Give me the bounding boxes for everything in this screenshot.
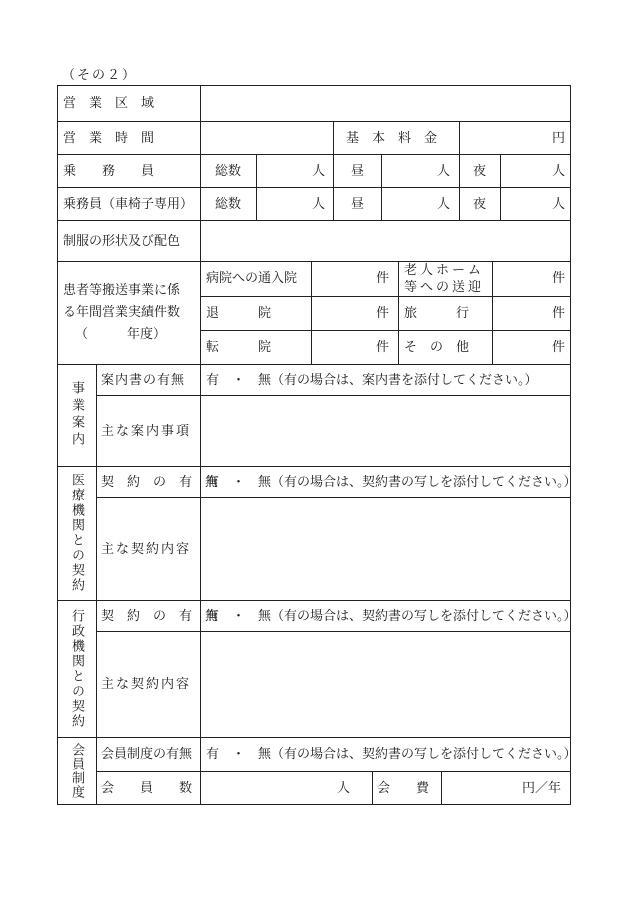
row-divider [96, 395, 571, 396]
unit-count: 件 [376, 306, 390, 321]
unit-person: 人 [312, 197, 326, 212]
value-gov-has-contract: 有 ・ 無（有の場合は、契約書の写しを添付してください。） [206, 609, 577, 624]
label-elderly-home-line1: 老人ホーム [404, 263, 485, 278]
label-crew: 乗 務 員 [63, 164, 155, 179]
label-hospital-visit: 病院への通入院 [206, 271, 298, 286]
unit-person: 人 [437, 164, 451, 179]
column-divider [459, 154, 460, 220]
label-uniform: 制服の形状及び配色 [63, 234, 181, 249]
section-gov-contract: 行政機関との契約 [69, 608, 84, 729]
column-divider [441, 771, 442, 805]
unit-person: 人 [437, 197, 451, 212]
row-divider [57, 220, 571, 221]
row-divider [57, 600, 571, 601]
label-elderly-home-line2: 等への送迎 [404, 280, 485, 295]
label-other: そ の 他 [404, 340, 470, 355]
form-heading: （その２） [62, 68, 138, 83]
unit-count: 件 [552, 271, 566, 286]
row-divider [57, 154, 571, 155]
row-divider [96, 631, 571, 632]
unit-count: 件 [552, 340, 566, 355]
section-medical-contract: 医療機関との契約 [69, 473, 84, 593]
label-medical-main-contents: 主な契約内容 [101, 542, 192, 557]
row-divider [57, 466, 571, 467]
label-night: 夜 [473, 197, 487, 212]
label-membership-has-system: 会員制度の有無 [101, 747, 193, 762]
column-divider [398, 261, 399, 364]
value-membership-has-system: 有 ・ 無（有の場合は、契約書の写しを添付してください。） [206, 747, 577, 762]
column-divider [256, 154, 257, 220]
row-divider [96, 771, 571, 772]
column-divider [96, 364, 97, 805]
column-divider [333, 154, 334, 220]
label-has-brochure: 案内書の有無 [101, 373, 186, 388]
unit-count: 件 [552, 306, 566, 321]
label-total: 総数 [215, 197, 242, 212]
column-divider [311, 261, 312, 364]
label-travel: 旅 行 [404, 306, 470, 321]
unit-person: 人 [337, 781, 351, 796]
row-divider [57, 187, 571, 188]
value-medical-has-contract: 有 ・ 無（有の場合は、契約書の写しを添付してください。） [206, 475, 577, 490]
column-divider [381, 154, 382, 220]
label-day: 昼 [351, 164, 365, 179]
unit-yen: 円 [552, 131, 566, 146]
row-divider [200, 330, 571, 331]
section-business-guide: 事業案内 [69, 381, 84, 449]
label-business-area: 営 業 区 域 [63, 96, 155, 111]
unit-count: 件 [376, 340, 390, 355]
label-gov-main-contents: 主な契約内容 [101, 677, 192, 692]
column-divider [500, 154, 501, 220]
label-business-hours: 営 業 時 間 [63, 131, 155, 146]
label-day: 昼 [351, 197, 365, 212]
label-gov-has-contract: 契 約 の 有 無 [101, 609, 219, 624]
label-medical-has-contract: 契 約 の 有 無 [101, 475, 219, 490]
column-divider [459, 121, 460, 154]
label-crew-wheelchair: 乗務員（車椅子専用） [63, 197, 194, 212]
label-main-guide-items: 主な案内事項 [101, 424, 192, 439]
row-divider [200, 296, 571, 297]
unit-person: 人 [552, 197, 566, 212]
label-transfer: 転 院 [206, 340, 272, 355]
row-divider [57, 121, 571, 122]
label-transport-line2: る年間営業実績件数 [63, 305, 181, 320]
column-divider [333, 121, 334, 154]
label-member-count: 会 員 数 [101, 781, 193, 796]
column-divider [372, 771, 373, 805]
application-form-table [57, 85, 571, 805]
label-discharge: 退 院 [206, 306, 272, 321]
label-night: 夜 [473, 164, 487, 179]
unit-count: 件 [376, 271, 390, 286]
label-total: 総数 [215, 164, 242, 179]
column-divider [492, 261, 493, 364]
label-membership-fee: 会 費 [377, 781, 430, 796]
unit-person: 人 [312, 164, 326, 179]
row-divider [96, 497, 571, 498]
unit-yen-per-year: 円／年 [522, 781, 562, 796]
row-divider [57, 261, 571, 262]
label-transport-line1: 患者等搬送事業に係 [63, 283, 181, 298]
label-base-fee: 基 本 料 金 [346, 131, 438, 146]
label-transport-line3: （ 年度） [75, 327, 167, 342]
section-membership: 会員制度 [69, 743, 84, 799]
value-has-brochure: 有 ・ 無（有の場合は、案内書を添付してください。） [206, 373, 538, 388]
row-divider [57, 364, 571, 365]
unit-person: 人 [552, 164, 566, 179]
column-divider [200, 85, 201, 805]
row-divider [57, 737, 571, 738]
